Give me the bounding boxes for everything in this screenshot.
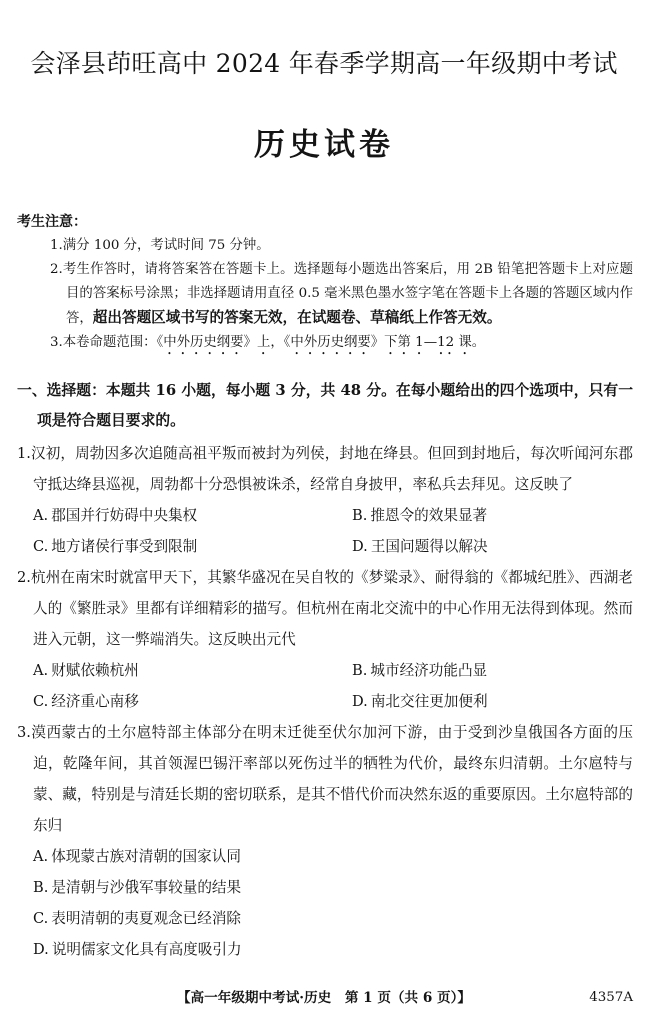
question-text: 漠西蒙古的土尔扈特部主体部分在明末迁徙至伏尔加河下游，由于受到沙皇俄国各方面的压迫，乾隆年间，其首领渥巴锡汗率部以死伤过半的牺牲为代价，最终东归清朝。土尔扈特与蒙、藏，特别是与清廷长期的密切联系，是其不惜代价而决然东返的重要原因。土尔扈特部的东归 [30,724,633,834]
question-stem [17,562,633,655]
notice-item-suffix: 。 [471,335,486,350]
notice-list [17,234,633,358]
option-b [352,655,633,686]
question-number: 3. [17,724,31,741]
option-c [33,531,352,562]
question-text: 汉初，周勃因多次追随高祖平叛而被封为列侯，封地在绛县。但回到封地后，每次听闻河东郡守抵达绛县巡视，周勃都十分恐惧被诛杀，经常自身披甲，率私兵去拜见。这反映了 [30,445,633,493]
option-label: C. [33,693,49,710]
exam-content [17,210,633,965]
option-label: C. [33,910,49,927]
notice-item [50,234,633,258]
question-2 [17,562,633,717]
notice-item-text: 考生作答时，请将答案答在答题卡上。选择题每小题选出答案后，用 2B 铅笔把答题卡上对应题目的答案标号涂黑；非选择题请用直径 0.5 毫米黑色墨水签字笔在答题卡上各题的答题区域内作答， [62,262,633,326]
option-label: D. [33,941,49,958]
option-text: 说明儒家文化具有高度吸引力 [51,941,242,958]
option-text: 地方诸侯行事受到限制 [51,538,198,555]
notice-item [50,331,633,358]
question-options [17,655,633,717]
notice-item-text: 本卷命题范围： [62,335,157,350]
option-text: 是清朝与沙俄军事较量的结果 [51,879,242,896]
option-text: 表明清朝的夷夏观念已经消除 [51,910,242,927]
notice-item-number: 1. [50,238,63,253]
option-label: A. [33,507,49,524]
option-label: C. [33,538,49,555]
option-text: 郡国并行妨碍中央集权 [51,507,198,524]
option-a [33,655,352,686]
question-options [17,500,633,562]
option-a [33,841,633,872]
option-label: B. [352,507,368,524]
option-label: D. [352,538,368,555]
option-text: 城市经济功能凸显 [370,662,488,679]
notice-item-emphasis: 超出答题区域书写的答案无效，在试题卷、草稿纸上作答无效。 [92,309,502,326]
option-d [352,686,633,717]
option-text: 经济重心南移 [51,693,139,710]
option-text: 南北交往更加便利 [370,693,488,710]
notice-item-number: 3. [50,335,63,350]
question-text: 杭州在南宋时就富甲天下，其繁华盛况在吴自牧的《梦粱录》、耐得翁的《都城纪胜》、西湖老人的《繁胜录》里都有详细精彩的描写。但杭州在南北交流中的中心作用无法得到体现。然而进入元朝，这一弊端消失。这反映出元代 [30,569,633,648]
exam-title: 会泽县茚旺高中 2024 年春季学期高一年级期中考试 [30,49,618,78]
question-number: 2. [17,569,31,586]
option-d [33,934,633,965]
option-text: 体现蒙古族对清朝的国家认同 [51,848,241,865]
option-text: 推恩令的效果显著 [370,507,488,524]
question-options [17,841,633,965]
option-c [33,686,352,717]
question-stem [17,717,633,841]
option-label: B. [33,879,49,896]
question-stem [17,438,633,500]
question-number: 1. [17,445,31,462]
notice-item-number: 2. [50,262,63,277]
page-footer [0,985,648,1011]
option-text: 王国问题得以解决 [370,538,488,555]
notice-item [50,258,633,331]
footer-paper-code: 4357A [589,990,633,1005]
subject-title: 历史试卷 [254,127,394,163]
option-label: A. [33,848,49,865]
option-text: 财赋依赖杭州 [51,662,139,679]
option-label: B. [352,662,368,679]
footer-page-label: 【高一年级期中考试·历史 第 1 页（共 6 页）】 [176,990,472,1006]
option-label: A. [33,662,49,679]
option-b [33,872,633,903]
option-c [33,903,633,934]
option-a [33,500,352,531]
notice-item-emphasis: 《中外历史纲要》上，《中外历史纲要》下第 1—12 课 [156,335,472,350]
section-heading: 一、选择题：本题共 16 小题，每小题 3 分，共 48 分。在每小题给出的四个选项中，只有一项是符合题目要求的。 [17,382,633,429]
option-d [352,531,633,562]
option-b [352,500,633,531]
question-list [17,438,633,965]
option-label: D. [352,693,368,710]
question-3 [17,717,633,965]
notice-item-text: 满分 100 分，考试时间 75 分钟。 [62,238,270,253]
question-1 [17,438,633,562]
notice-heading: 考生注意： [17,214,87,230]
